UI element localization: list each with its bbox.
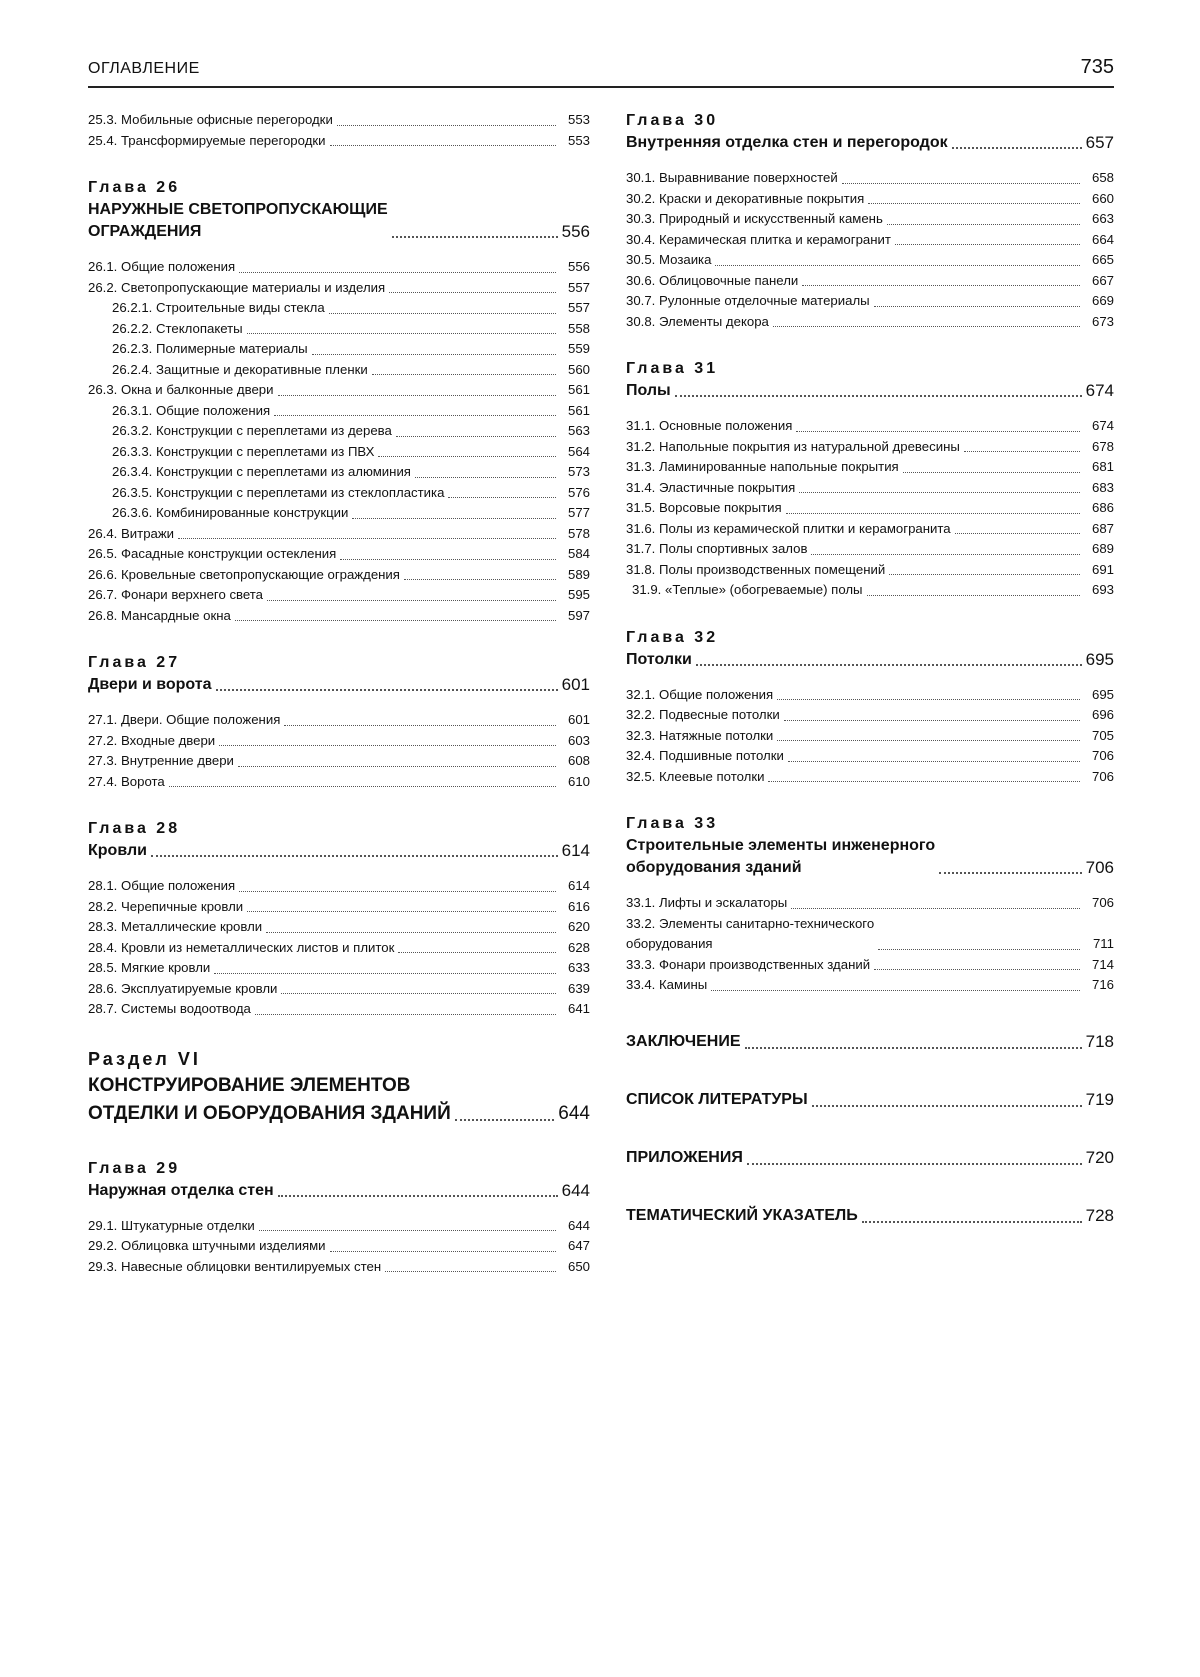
toc-entry-31-6[interactable]: 31.6. Полы из керамической плитки и керамогранита 687 [626,520,1114,536]
toc-entry-30-6[interactable]: 30.6. Облицовочные панели 667 [626,272,1114,288]
toc-entry-31-1[interactable]: 31.1. Основные положения 674 [626,418,1114,433]
toc-entry-30-4[interactable]: 30.4. Керамическая плитка и керамогранит 664 [626,231,1114,247]
chapter-30 [626,110,1114,332]
toc-entry-26-6[interactable]: 26.6. Кровельные светопропускающие ограждения 589 [88,566,590,582]
toc-entry-26-2-2[interactable]: 26.2.2. Стеклопакеты 558 [112,320,590,336]
toc-entry-33-2[interactable]: 33.2. Элементы санитарно-технического оборудования 711 [626,915,1114,951]
toc-entry-27-2[interactable]: 27.2. Входные двери 603 [88,732,590,748]
toc-entry-29-1[interactable]: 29.1. Штукатурные отделки 644 [88,1217,590,1233]
toc-entry-31-5[interactable]: 31.5. Ворсовые покрытия 686 [626,500,1114,515]
chapter-title[interactable]: Полы 674 [626,381,1114,400]
toc-entry-27-4[interactable]: 27.4. Ворота 610 [88,773,590,789]
toc-entry-32-2[interactable]: 32.2. Подвесные потолки 696 [626,707,1114,722]
toc-entry-32-4[interactable]: 32.4. Подшивные потолки 706 [626,748,1114,763]
section-label: Раздел VI [88,1048,201,1069]
chapter-32 [626,627,1114,788]
toc-entry-26-2-3[interactable]: 26.2.3. Полимерные материалы 559 [112,341,590,356]
toc-entry-32-3[interactable]: 32.3. Натяжные потолки 705 [626,727,1114,743]
toc-left-column [88,110,590,1303]
toc-entry-31-4[interactable]: 31.4. Эластичные покрытия 683 [626,479,1114,495]
toc-entry-28-6[interactable]: 28.6. Эксплуатируемые кровли 639 [88,980,590,996]
chapter-26 [88,177,590,626]
section-6 [88,1046,590,1128]
toc-entry-28-2[interactable]: 28.2. Черепичные кровли 616 [88,898,590,914]
toc-entry-31-2[interactable]: 31.2. Напольные покрытия из натуральной древесины 678 [626,438,1114,454]
toc-entry-26-2-4[interactable]: 26.2.4. Защитные и декоративные пленки 560 [112,361,590,377]
running-header-title: ОГЛАВЛЕНИЕ [88,60,200,77]
toc-entry-30-5[interactable]: 30.5. Мозаика 665 [626,252,1114,267]
toc-entry-28-4[interactable]: 28.4. Кровли из неметаллических листов и плиток 628 [88,939,590,955]
toc-entry-26-8[interactable]: 26.8. Мансардные окна 597 [88,607,590,623]
chapter-title[interactable]: Наружная отделка стен 644 [88,1180,590,1200]
toc-entry-30-3[interactable]: 30.3. Природный и искусственный камень 663 [626,211,1114,226]
toc-entry-31-3[interactable]: 31.3. Ламинированные напольные покрытия 681 [626,459,1114,474]
chapter-27 [88,652,590,792]
toc-entry-32-1[interactable]: 32.1. Общие положения 695 [626,686,1114,702]
toc-entry-26-7[interactable]: 26.7. Фонари верхнего света 595 [88,587,590,602]
running-header [88,56,1114,88]
section-title[interactable]: КОНСТРУИРОВАНИЕ ЭЛЕМЕНТОВ ОТДЕЛКИ И ОБОРУДОВАНИЯ ЗДАНИЙ 644 [88,1074,590,1124]
toc-entry-33-4[interactable]: 33.4. Камины 716 [626,977,1114,992]
toc-entry-conclusion[interactable]: ЗАКЛЮЧЕНИЕ 718 [626,1031,1114,1051]
chapter-label: Глава 28 [88,820,181,837]
toc-entry-25-4[interactable]: 25.4. Трансформируемые перегородки 553 [88,132,590,148]
toc-entry-26-3[interactable]: 26.3. Окна и балконные двери 561 [88,382,590,397]
toc-entry-33-1[interactable]: 33.1. Лифты и эскалаторы 706 [626,895,1114,910]
toc-entry-bibliography[interactable]: СПИСОК ЛИТЕРАТУРЫ 719 [626,1089,1114,1109]
toc-entry-31-9[interactable]: 31.9. «Теплые» (обогреваемые) полы 693 [632,582,1114,597]
toc-entry-26-4[interactable]: 26.4. Витражи 578 [88,525,590,541]
chapter-28 [88,818,590,1020]
toc-entry-26-3-3[interactable]: 26.3.3. Конструкции с переплетами из ПВХ 564 [112,443,590,459]
toc-entry-32-5[interactable]: 32.5. Клеевые потолки 706 [626,768,1114,784]
toc-entry-appendices[interactable]: ПРИЛОЖЕНИЯ 720 [626,1147,1114,1167]
toc-entry-27-3[interactable]: 27.3. Внутренние двери 608 [88,753,590,768]
toc-entry-30-2[interactable]: 30.2. Краски и декоративные покрытия 660 [626,190,1114,206]
chapter-31 [626,358,1114,601]
chapter-title[interactable]: Кровли 614 [88,841,590,860]
page-number: 735 [1080,56,1114,78]
toc-entry-29-3[interactable]: 29.3. Навесные облицовки вентилируемых стен 650 [88,1258,590,1274]
toc-entry-31-7[interactable]: 31.7. Полы спортивных залов 689 [626,541,1114,556]
chapter-33 [626,813,1114,996]
toc-entry-30-7[interactable]: 30.7. Рулонные отделочные материалы 669 [626,293,1114,308]
toc-right-column [626,110,1114,1228]
chapter-title[interactable]: Двери и ворота 601 [88,675,590,694]
toc-entry-29-2[interactable]: 29.2. Облицовка штучными изделиями 647 [88,1238,590,1253]
toc-entry-30-8[interactable]: 30.8. Элементы декора 673 [626,313,1114,329]
chapter-label: Глава 27 [88,654,181,671]
chapter-label: Глава 32 [626,628,719,646]
chapter-title[interactable]: Потолки 695 [626,649,1114,669]
chapter-title[interactable]: НАРУЖНЫЕ СВЕТОПРОПУСКАЮЩИЕ ОГРАЖДЕНИЯ 556 [88,201,590,241]
toc-entry-33-3[interactable]: 33.3. Фонари производственных зданий 714 [626,956,1114,972]
toc-entry-26-2[interactable]: 26.2. Светопропускающие материалы и изделия 557 [88,279,590,295]
toc-entry-30-1[interactable]: 30.1. Выравнивание поверхностей 658 [626,170,1114,185]
toc-entry-26-1[interactable]: 26.1. Общие положения 556 [88,259,590,274]
chapter-label: Глава 33 [626,815,719,832]
toc-entry-28-7[interactable]: 28.7. Системы водоотвода 641 [88,1001,590,1016]
chapter-label: Глава 29 [88,1159,181,1177]
toc-entry-26-3-6[interactable]: 26.3.6. Комбинированные конструкции 577 [112,505,590,520]
toc-entry-26-3-4[interactable]: 26.3.4. Конструкции с переплетами из алюминия 573 [112,464,590,479]
chapter-25-tail [88,110,590,151]
toc-entry-25-3[interactable]: 25.3. Мобильные офисные перегородки 553 [88,112,590,127]
toc-entry-26-3-1[interactable]: 26.3.1. Общие положения 561 [112,402,590,418]
toc-entry-27-1[interactable]: 27.1. Двери. Общие положения 601 [88,712,590,727]
toc-entry-28-1[interactable]: 28.1. Общие положения 614 [88,878,590,893]
chapter-title[interactable]: Внутренняя отделка стен и перегородок 657 [626,133,1114,152]
toc-entry-26-3-5[interactable]: 26.3.5. Конструкции с переплетами из стеклопластика 576 [112,484,590,500]
toc-entry-28-5[interactable]: 28.5. Мягкие кровли 633 [88,960,590,975]
chapter-label: Глава 30 [626,112,719,129]
chapter-title[interactable]: Строительные элементы инженерного оборудования зданий 706 [626,837,1114,877]
chapter-label: Глава 26 [88,179,181,196]
toc-entry-31-8[interactable]: 31.8. Полы производственных помещений 691 [626,561,1114,577]
toc-entry-26-2-1[interactable]: 26.2.1. Строительные виды стекла 557 [112,300,590,315]
chapter-label: Глава 31 [626,360,719,377]
chapter-29 [88,1158,590,1278]
toc-entry-index[interactable]: ТЕМАТИЧЕСКИЙ УКАЗАТЕЛЬ 728 [626,1205,1114,1225]
toc-entry-28-3[interactable]: 28.3. Металлические кровли 620 [88,919,590,934]
toc-entry-26-5[interactable]: 26.5. Фасадные конструкции остекления 584 [88,546,590,561]
toc-entry-26-3-2[interactable]: 26.3.2. Конструкции с переплетами из дерева 563 [112,423,590,438]
